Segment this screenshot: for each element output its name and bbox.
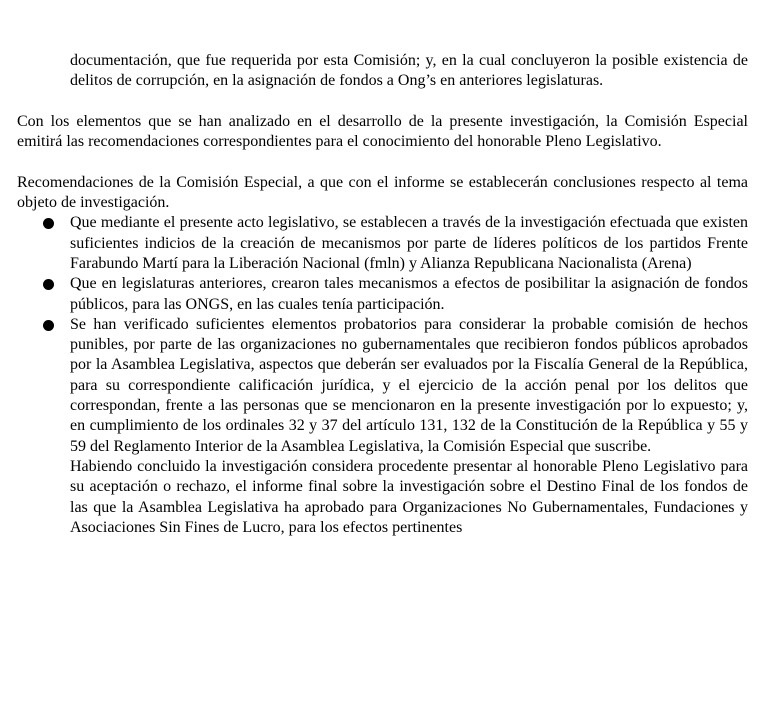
list-item-text: Que mediante el presente acto legislativo, se establecen a través de la investigación efectuada que existen suficientes indicios de la creación de mecanismos por parte de líderes políticos de los partidos Frente Farabundo Martí para la Liberación Nacional (fmln) y Alianza Republicana Nacionalista (Arena) [70, 214, 748, 272]
analysis-paragraph: Con los elementos que se han analizado en el desarrollo de la presente investigación, la Comisión Especial emitirá las recomendaciones correspondientes para el conocimiento del honorable Pleno Legislativo. [17, 112, 748, 151]
list-item-text: Que en legislaturas anteriores, crearon tales mecanismos a efectos de posibilitar la asignación de fondos públicos, para las ONGS, en las cuales tenía participación. [70, 275, 748, 313]
list-item [70, 274, 748, 315]
paragraph-spacer [17, 152, 748, 172]
recommendations-list [17, 213, 748, 457]
closing-paragraph: Habiendo concluido la investigación considera procedente presentar al honorable Pleno Legislativo para su aceptación o rechazo, el informe final sobre la investigación sobre el Destino Final de los fondos de las que la Asamblea Legislativa ha aprobado para Organizaciones No Gubernamentales, Fundaciones y Asociaciones Sin Fines de Lucro, para los efectos pertinentes [70, 457, 748, 536]
paragraph-spacer [17, 92, 748, 112]
recommendations-heading-paragraph: Recomendaciones de la Comisión Especial, a que con el informe se establecerán conclusiones respecto al tema objeto de investigación. [17, 173, 748, 212]
intro-paragraph: documentación, que fue requerida por esta Comisión; y, en la cual concluyeron la posible existencia de delitos de corrupción, en la asignación de fondos a Ong’s en anteriores legislaturas. [70, 52, 748, 90]
document-page [17, 51, 748, 538]
bullet-icon [43, 320, 54, 331]
list-item [70, 315, 748, 457]
list-item-text: Se han verificado suficientes elementos probatorios para considerar la probable comisión de hechos punibles, por parte de las organizaciones no gubernamentales que recibieron fondos públicos aprobados por la Asamblea Legislativa, aspectos que deberán ser evaluados por la Fiscalía General de la República, para su correspondiente calificación jurídica, y el ejercicio de la acción penal por los delitos que correspondan, frente a las personas que se mencionaron en la presente investigación por lo expuesto; y, en cumplimiento de los ordinales 32 y 37 del artículo 131, 132 de la Constitución de la República y 55 y 59 del Reglamento Interior de la Asamblea Legislativa, la Comisión Especial que suscribe. [70, 315, 748, 455]
bullet-icon [43, 218, 54, 229]
bullet-icon [43, 279, 54, 290]
list-item [70, 213, 748, 274]
